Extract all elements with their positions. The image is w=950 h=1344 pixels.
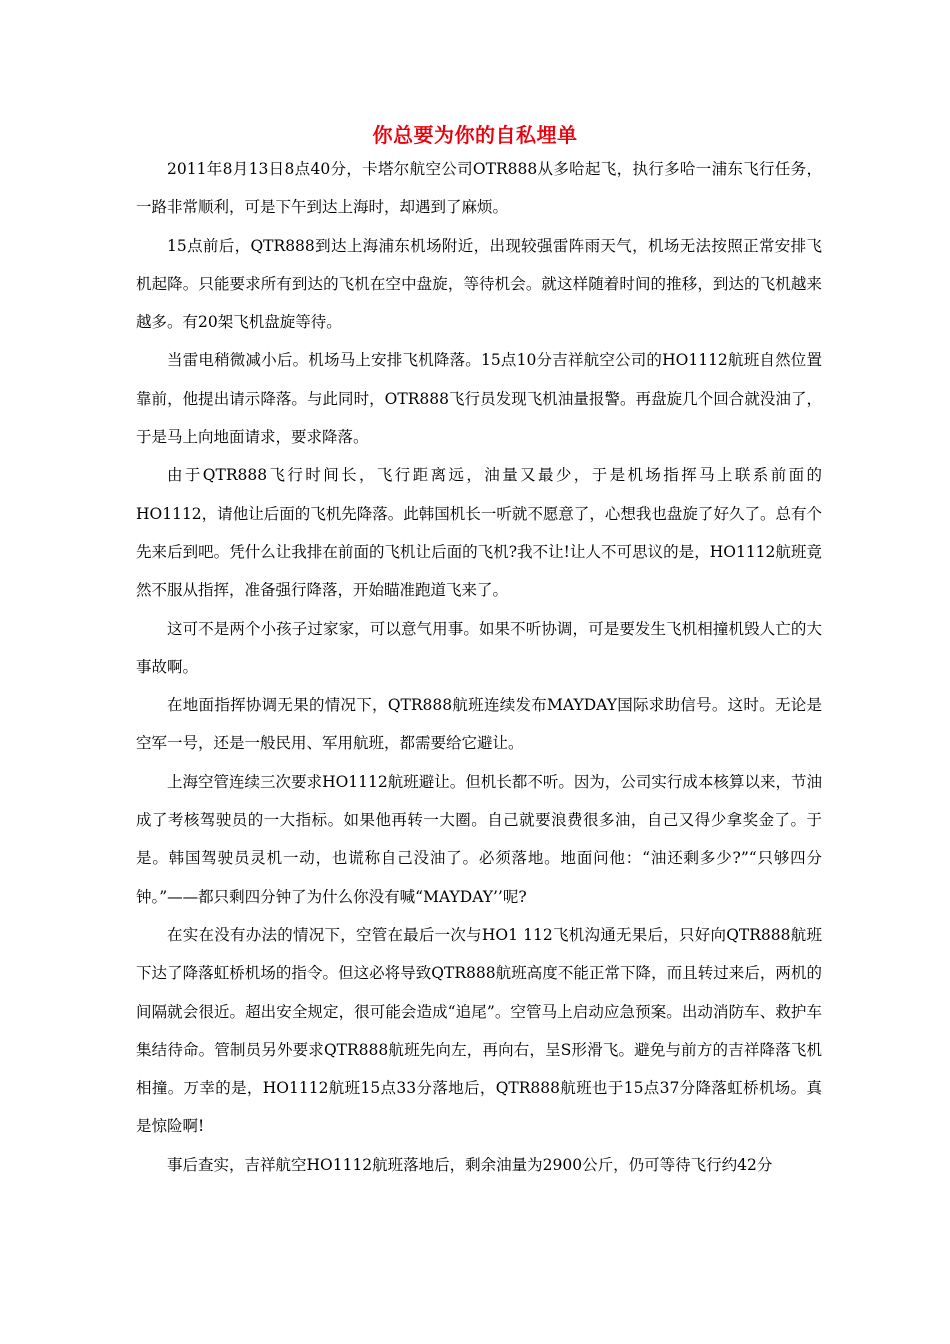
paragraph-3: 当雷电稍微减小后。机场马上安排飞机降落。15点10分吉祥航空公司的HO1112航班自然位置靠前，他提出请示降落。与此同时，OTR888飞行员发现飞机油量报警。再盘旋几个回合就没油了，于是马上向地面请求，要求降落。 bbox=[136, 351, 822, 447]
paragraph-8: 在实在没有办法的情况下，空管在最后一次与HO1 112飞机沟通无果后，只好向QTR888航班下达了降落虹桥机场的指令。但这必将导致QTR888航班高度不能正常下降，而且转过来后，两机的间隔就会很近。超出安全规定，很可能会造成“追尾”。空管马上启动应急预案。出动消防车、救护车集结待命。管制员另外要求QTR888航班先向左，再向右，呈S形滑飞。避免与前方的吉祥降落飞机相撞。万幸的是，HO1112航班15点33分落地后，QTR888航班也于15点37分降落虹桥机场。真是惊险啊! bbox=[136, 925, 822, 1136]
paragraph-4: 由于QTR888飞行时间长，飞行距离远，油量又最少，于是机场指挥马上联系前面的HO1112，请他让后面的飞机先降落。此韩国机长一听就不愿意了，心想我也盘旋了好久了。总有个先来后到吧。凭什么让我排在前面的飞机让后面的飞机?我不让!让人不可思议的是，HO1112航班竟然不服从指挥，准备强行降落，开始瞄准跑道飞来了。 bbox=[136, 466, 822, 600]
paragraph-5: 这可不是两个小孩子过家家，可以意气用事。如果不听协调，可是要发生飞机相撞机毁人亡的大事故啊。 bbox=[136, 619, 822, 676]
paragraph-7: 上海空管连续三次要求HO1112航班避让。但机长都不听。因为，公司实行成本核算以来，节油成了考核驾驶员的一大指标。如果他再转一大圈。自己就要浪费很多油，自己又得少拿奖金了。于是。韩国驾驶员灵机一动，也谎称自己没油了。必须落地。地面问他：“油还剩多少?”“只够四分钟。”——都只剩四分钟了为什么你没有喊“MAYDAY’’呢? bbox=[136, 772, 822, 906]
document-title: 你总要为你的自私埋单 bbox=[372, 123, 578, 147]
paragraph-2: 15点前后，QTR888到达上海浦东机场附近，出现较强雷阵雨天气，机场无法按照正常安排飞机起降。只能要求所有到达的飞机在空中盘旋，等待机会。就这样随着时间的推移，到达的飞机越来越多。有20架飞机盘旋等待。 bbox=[136, 236, 822, 332]
paragraph-6: 在地面指挥协调无果的情况下，QTR888航班连续发布MAYDAY国际求助信号。这时。无论是空军一号，还是一般民用、军用航班，都需要给它避让。 bbox=[136, 696, 822, 753]
paragraph-9: 事后查实，吉祥航空HO1112航班落地后，剩余油量为2900公斤，仍可等待飞行约42分 bbox=[167, 1155, 773, 1174]
document-body bbox=[136, 150, 822, 1184]
paragraph-1: 2011年8月13日8点40分，卡塔尔航空公司OTR888从多哈起飞，执行多哈一浦东飞行任务，一路非常顺利，可是下午到达上海时，却遇到了麻烦。 bbox=[136, 160, 822, 217]
